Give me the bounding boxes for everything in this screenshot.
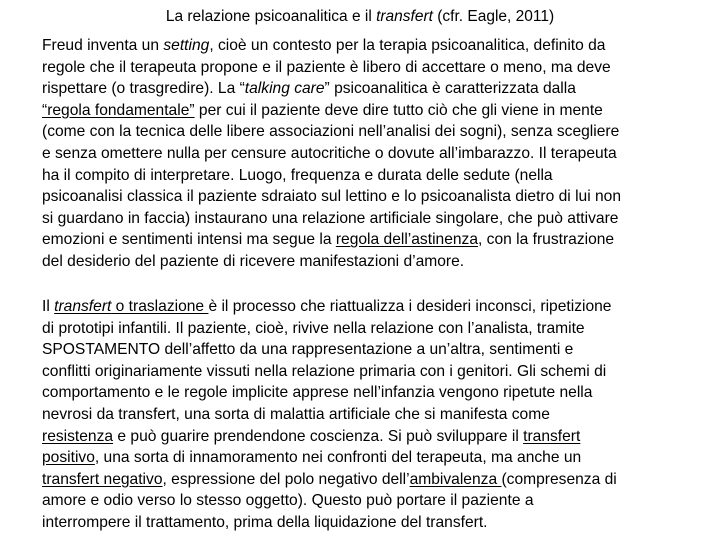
text-segment: , espressione del polo negativo dell’ [162, 470, 410, 488]
text-segment: rispettare (o trasgredire). La “ [42, 80, 245, 98]
paragraph-transfert [42, 296, 714, 534]
text-line [42, 447, 714, 469]
resistenza-underlined: resistenza [42, 427, 114, 445]
text-line: SPOSTAMENTO dell’affetto da una rappresentazione a un’altra, sentimenti e [42, 341, 574, 359]
text-line [42, 426, 714, 448]
title-citation: (cfr. Eagle, 2011) [432, 8, 555, 25]
text-line: del desiderio del paziente di ricevere manifestazioni d’amore. [42, 252, 465, 270]
setting-italic: setting [163, 37, 210, 54]
text-segment: , cioè un contesto per la terapia psicoanalitica, definito da [209, 37, 606, 54]
talking-care-italic: talking care [244, 80, 325, 98]
regola-fondamentale-underlined: “regola fondamentale” [42, 101, 195, 119]
text-line: psicoanalisi classica il paziente sdraiato sul lettino e lo psicoanalista dietro di lui non [42, 188, 622, 206]
text-line: regole che il terapeuta propone e il paziente è libero di accettare o meno, ma deve [42, 58, 611, 76]
transfert-positivo-underlined: transfert [523, 427, 581, 445]
text-line: interrompere il trattamento, prima della liquidazione del transfert. [42, 513, 488, 531]
text-segment: (compresenza di [501, 470, 617, 488]
text-line [42, 35, 714, 57]
text-line: conflitti originariamente vissuti nella relazione primaria con i genitori. Gli schemi di [42, 362, 607, 380]
text-segment: e può guarire prendendone coscienza. Si può sviluppare il [113, 427, 524, 445]
text-line [42, 100, 714, 122]
text-line [42, 229, 714, 251]
text-segment: ” psicoanalitica è caratterizzata dalla [324, 80, 576, 98]
text-segment: emozioni e sentimenti intensi ma segue la [42, 231, 336, 249]
transfert-negativo-underlined: transfert negativo [42, 470, 163, 488]
title-transfert-italic: transfert [376, 8, 433, 25]
text-segment: Il [42, 298, 55, 315]
text-line: e senza omettere nulla per censure autocritiche o dovute all’imbarazzo. Il terapeuta [42, 144, 617, 162]
text-segment: , con la frustrazione [478, 231, 615, 249]
text-line: di prototipi infantili. Il paziente, cioè, rivive nella relazione con l’analista, tramite [42, 319, 585, 337]
text-line: nevrosi da transfert, una sorta di malattia artificiale che si manifesta come [42, 405, 550, 423]
text-line: (come con la tecnica delle libere associazioni nell’analisi dei sogni), senza scegliere [42, 123, 620, 141]
ambivalenza-underlined: ambivalenza [409, 470, 502, 488]
transfert-underlined-italic: transfert [54, 298, 112, 315]
text-segment: è il processo che riattualizza i desideri inconsci, ripetizione [208, 298, 612, 315]
text-line: amore e odio verso lo stesso oggetto). Questo può portare il paziente a [42, 492, 534, 510]
text-segment: per cui il paziente deve dire tutto ciò che gli viene in mente [194, 101, 603, 119]
title-main: La relazione psicoanalitica e il [165, 8, 377, 25]
text-line [42, 296, 714, 318]
regola-astinenza-underlined: regola dell’astinenza [335, 231, 479, 249]
text-line [42, 469, 714, 491]
text-line: si guardano in faccia) instaurano una relazione artificiale singolare, che può attivare [42, 209, 619, 227]
slide-title [0, 7, 720, 27]
text-line: ha il compito di interpretare. Luogo, frequenza e durata delle sedute (nella [42, 166, 553, 184]
paragraph-setting [42, 35, 714, 273]
traslazione-underlined: o traslazione [111, 298, 209, 315]
text-segment: , una sorta di innamoramento nei confronti del terapeuta, ma anche un [94, 449, 582, 467]
text-line [42, 78, 714, 100]
text-line: comportamento e le regole implicite apprese nell’infanzia vengono ripetute nella [42, 384, 593, 402]
text-segment: Freud inventa un [42, 37, 164, 54]
positivo-underlined: positivo [42, 449, 95, 467]
